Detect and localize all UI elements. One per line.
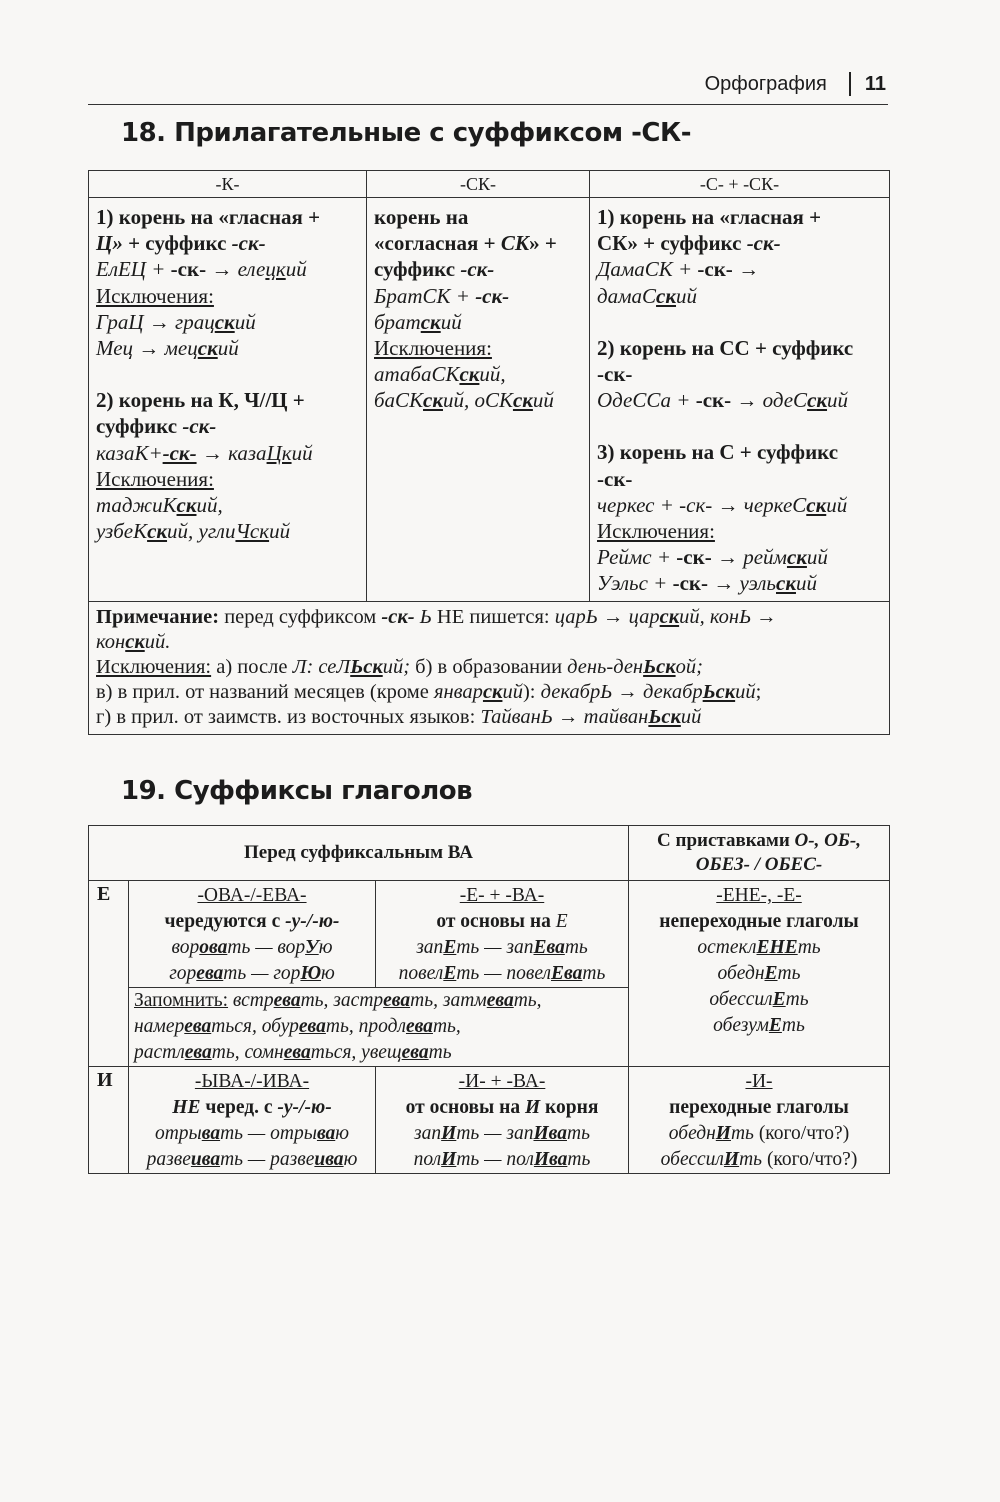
row-letter: И: [89, 1067, 129, 1174]
rule-heading: -ск-: [597, 362, 633, 387]
table-row: [89, 881, 890, 988]
rule-heading: 1) корень на «гласная +: [597, 205, 822, 229]
rule-heading: суффикс -ск-: [374, 257, 495, 282]
example: баСКский, оСКский: [374, 388, 554, 413]
example: казаК+-ск- → казаЦкий: [96, 440, 313, 465]
rule-heading: 1) корень на «гласная +: [96, 205, 321, 229]
column-header: С приставками О-, ОБ-, ОБЕЗ- / ОБЕС-: [629, 826, 890, 881]
note-line: Исключения: а) после Л: сеЛЬский; б) в образовании день-денЬской;: [96, 655, 703, 678]
section-name: Орфография: [704, 72, 827, 95]
column-header: Перед суффиксальным ВА: [89, 826, 629, 881]
exceptions-label: Исключения:: [96, 283, 214, 308]
example: таджиКский,: [96, 493, 223, 518]
suffix-cell: -И- + -ВА- от основы на И корня запИть — запИвать полИть — полИвать: [376, 1067, 629, 1174]
note-line: Примечание: перед суффиксом -ск- Ь НЕ пишется: царЬ → царский, конЬ →: [96, 605, 777, 628]
note-line: конский.: [96, 630, 171, 653]
table-header-row: [89, 171, 890, 198]
suffix-cell: -ОВА-/-ЕВА- чередуются с -у-/-ю- воровать — ворУю горевать — горЮю: [129, 881, 376, 988]
example: братский: [374, 309, 462, 334]
column-header: -СК-: [367, 171, 590, 198]
rule-heading: суффикс -ск-: [96, 414, 217, 439]
exceptions-label: Исключения:: [96, 466, 214, 491]
example: атабаСКский,: [374, 362, 506, 387]
example: Уэльс + -ск- → уэльский: [597, 571, 817, 596]
running-head: [88, 64, 888, 105]
sk-suffix-table: [88, 170, 890, 735]
example: ГраЦ → грацский: [96, 309, 256, 334]
rule-heading: 2) корень на К, Ч//Ц +: [96, 388, 305, 413]
suffix-cell: -ЫВА-/-ИВА- НЕ черед. с -у-/-ю- отрывать — отрываю развеивать — развеиваю: [129, 1067, 376, 1174]
page-number: 11: [864, 72, 886, 95]
rule-heading: -ск-: [597, 466, 633, 491]
example: ЕлЕЦ + -ск- → елецкий: [96, 257, 307, 282]
example: ОдеССа + -ск- → одеСский: [597, 388, 849, 413]
rule-heading: корень на: [374, 205, 469, 229]
table-header-row: [89, 826, 890, 881]
exceptions-label: Исключения:: [597, 519, 715, 544]
example: Мец → мецский: [96, 336, 239, 361]
remember-cell: Запомнить: встревать, застревать, затмевать, намереваться, обуревать, продлевать, растлевать, сомневаться, увещевать: [129, 988, 629, 1067]
example: дамаСский: [597, 283, 698, 308]
rule-heading: 3) корень на С + суффикс: [597, 440, 839, 465]
example: черкес + -ск- → черкеСский: [597, 492, 848, 517]
example: узбеКский, углиЧский: [96, 519, 291, 544]
verb-suffix-table: [88, 825, 890, 1174]
prefix-cell: -И- переходные глаголы обеднИть (кого/что?) обессилИть (кого/что?): [629, 1067, 890, 1174]
rule-heading: 2) корень на СС + суффикс: [597, 335, 854, 360]
note-line: г) в прил. от заимств. из восточных языков: ТайванЬ → тайванЬский: [96, 705, 702, 728]
column-header: -К-: [89, 171, 367, 198]
section-19-title: 19. Суффиксы глаголов: [121, 776, 473, 806]
note-cell: [89, 601, 890, 734]
prefix-cell: -ЕНЕ-, -Е- непереходные глаголы остеклЕНЕть обеднЕть обессилЕть обезумЕть: [629, 881, 890, 1067]
cell-sk: [367, 198, 590, 602]
row-letter: Е: [89, 881, 129, 1067]
section-18-title: 18. Прилагательные с суффиксом -СК-: [121, 118, 692, 148]
rule-heading: «согласная + СК» +: [374, 231, 557, 256]
column-header: -С- + -СК-: [590, 171, 890, 198]
exceptions-label: Исключения:: [374, 336, 492, 361]
cell-s-sk: [590, 198, 890, 602]
header-separator: [849, 72, 851, 96]
rule-heading: СК» + суффикс -ск-: [597, 231, 781, 256]
suffix-cell: -Е- + -ВА- от основы на Е запЕть — запЕвать повелЕть — повелЕвать: [376, 881, 629, 988]
table-row: [89, 198, 890, 602]
rule-heading: Ц» + суффикс -ск-: [96, 231, 266, 256]
table-row: [89, 1067, 890, 1174]
example: Реймс + -ск- → реймский: [597, 545, 828, 570]
note-line: в) в прил. от названий месяцев (кроме январский): декабрЬ → декабрЬский;: [96, 680, 762, 703]
note-row: [89, 601, 890, 734]
example: ДамаСК + -ск- →: [597, 257, 760, 282]
example: БратСК + -ск-: [374, 283, 510, 308]
cell-k: [89, 198, 367, 602]
